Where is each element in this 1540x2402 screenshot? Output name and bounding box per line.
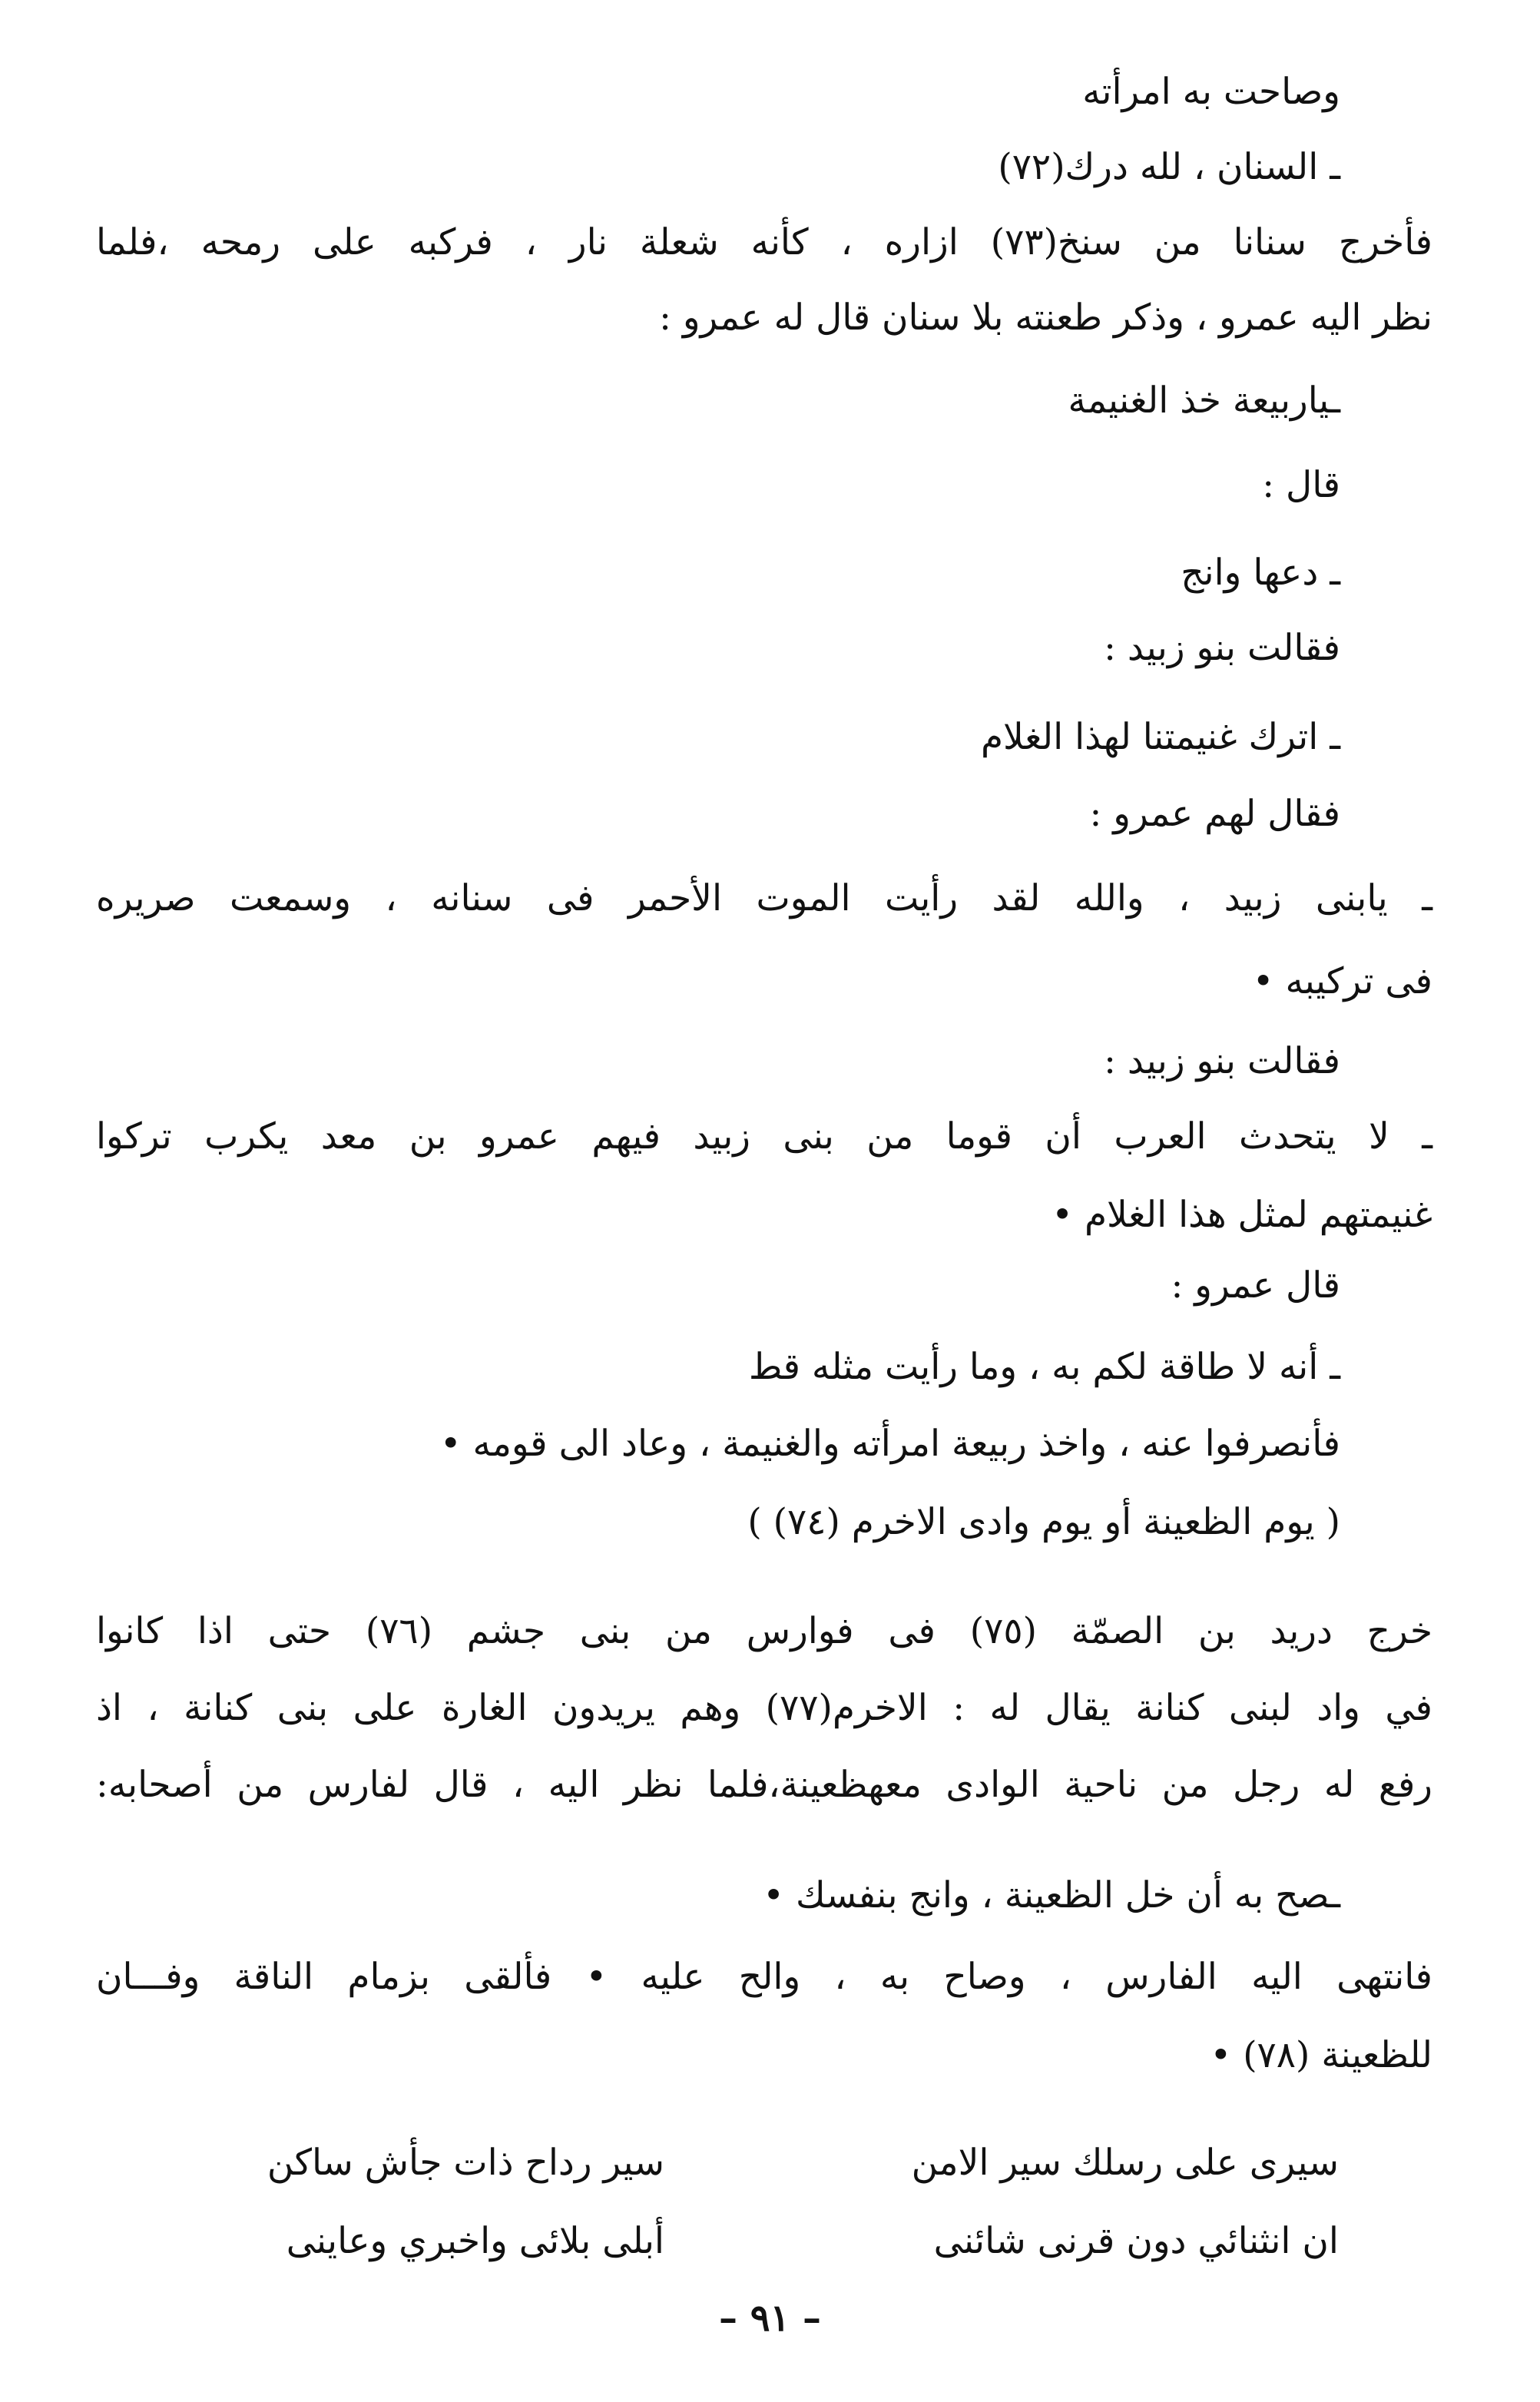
text-line-24: فانتهى اليه الفارس ، وصاح به ، والح عليه • فألقى بزمام الناقة وفـــان <box>96 1956 1432 1998</box>
section-heading: ( يوم الظعينة أو يوم وادى الاخرم (٧٤) ) <box>747 1501 1340 1543</box>
poem-verse-2-second: أبلى بلائى واخبري وعاينى <box>286 2220 664 2262</box>
text-line-7: ـ دعها وانج <box>1181 552 1340 594</box>
text-line-10: فقال لهم عمرو : <box>1089 793 1340 835</box>
text-line-15: غنيمتهم لمثل هذا الغلام • <box>1052 1194 1432 1236</box>
text-line-17: ـ أنه لا طاقة لكم به ، وما رأيت مثله قط <box>748 1346 1340 1388</box>
text-line-5: ـياربيعة خذ الغنيمة <box>1068 379 1340 422</box>
text-line-4: نظر اليه عمرو ، وذكر طعنته بلا سنان قال له عمرو : <box>659 297 1432 339</box>
text-line-8: فقالت بنو زبيد : <box>1104 627 1340 669</box>
text-line-9: ـ اترك غنيمتنا لهذا الغلام <box>980 716 1340 758</box>
text-line-20: خرج دريد بن الصمّة (٧٥) فى فوارس من بنى جشم (٧٦) حتى اذا كانوا <box>96 1610 1433 1652</box>
text-line-14: ـ لا يتحدث العرب أن قوما من بنى زبيد فيهم عمرو بن معد يكرب تركوا <box>96 1115 1432 1158</box>
text-line-2: ـ السنان ، لله درك(٧٢) <box>998 146 1340 188</box>
text-line-1: وصاحت به امرأته <box>1082 71 1340 113</box>
text-line-12: فى تركيبه • <box>1252 960 1432 1002</box>
poem-verse-1-first: سيرى على رسلك سير الامن <box>911 2142 1339 2184</box>
text-line-3: فأخرج سنانا من سنخ(٧٣) ازاره ، كأنه شعلة نار ، فركبه على رمحه ،فلما <box>96 221 1432 263</box>
poem-verse-2-first: ان انثنائي دون قرنى شائنى <box>933 2220 1339 2262</box>
text-line-25: للظعينة (٧٨) • <box>1210 2034 1432 2076</box>
text-line-13: فقالت بنو زبيد : <box>1104 1040 1340 1082</box>
text-line-18: فأنصرفوا عنه ، واخذ ربيعة امرأته والغنيمة ، وعاد الى قومه • <box>439 1423 1340 1465</box>
text-line-22: رفع له رجل من ناحية الوادى معهظعينة،فلما نظر اليه ، قال لفارس من أصحابه: <box>96 1764 1432 1806</box>
text-line-23: ـصح به أن خل الظعينة ، وانج بنفسك • <box>763 1874 1340 1917</box>
page-number: – ٩١ – <box>719 2297 821 2340</box>
text-line-21: في واد لبنى كنانة يقال له : الاخرم(٧٧) وهم يريدون الغارة على بنى كنانة ، اذ <box>96 1687 1433 1729</box>
text-line-6: قال : <box>1262 464 1340 506</box>
poem-verse-1-second: سير رداح ذات جأش ساكن <box>267 2142 664 2184</box>
text-line-16: قال عمرو : <box>1171 1264 1340 1307</box>
text-line-11: ـ يابنى زبيد ، والله لقد رأيت الموت الأحمر فى سنانه ، وسمعت صريره <box>96 877 1432 919</box>
